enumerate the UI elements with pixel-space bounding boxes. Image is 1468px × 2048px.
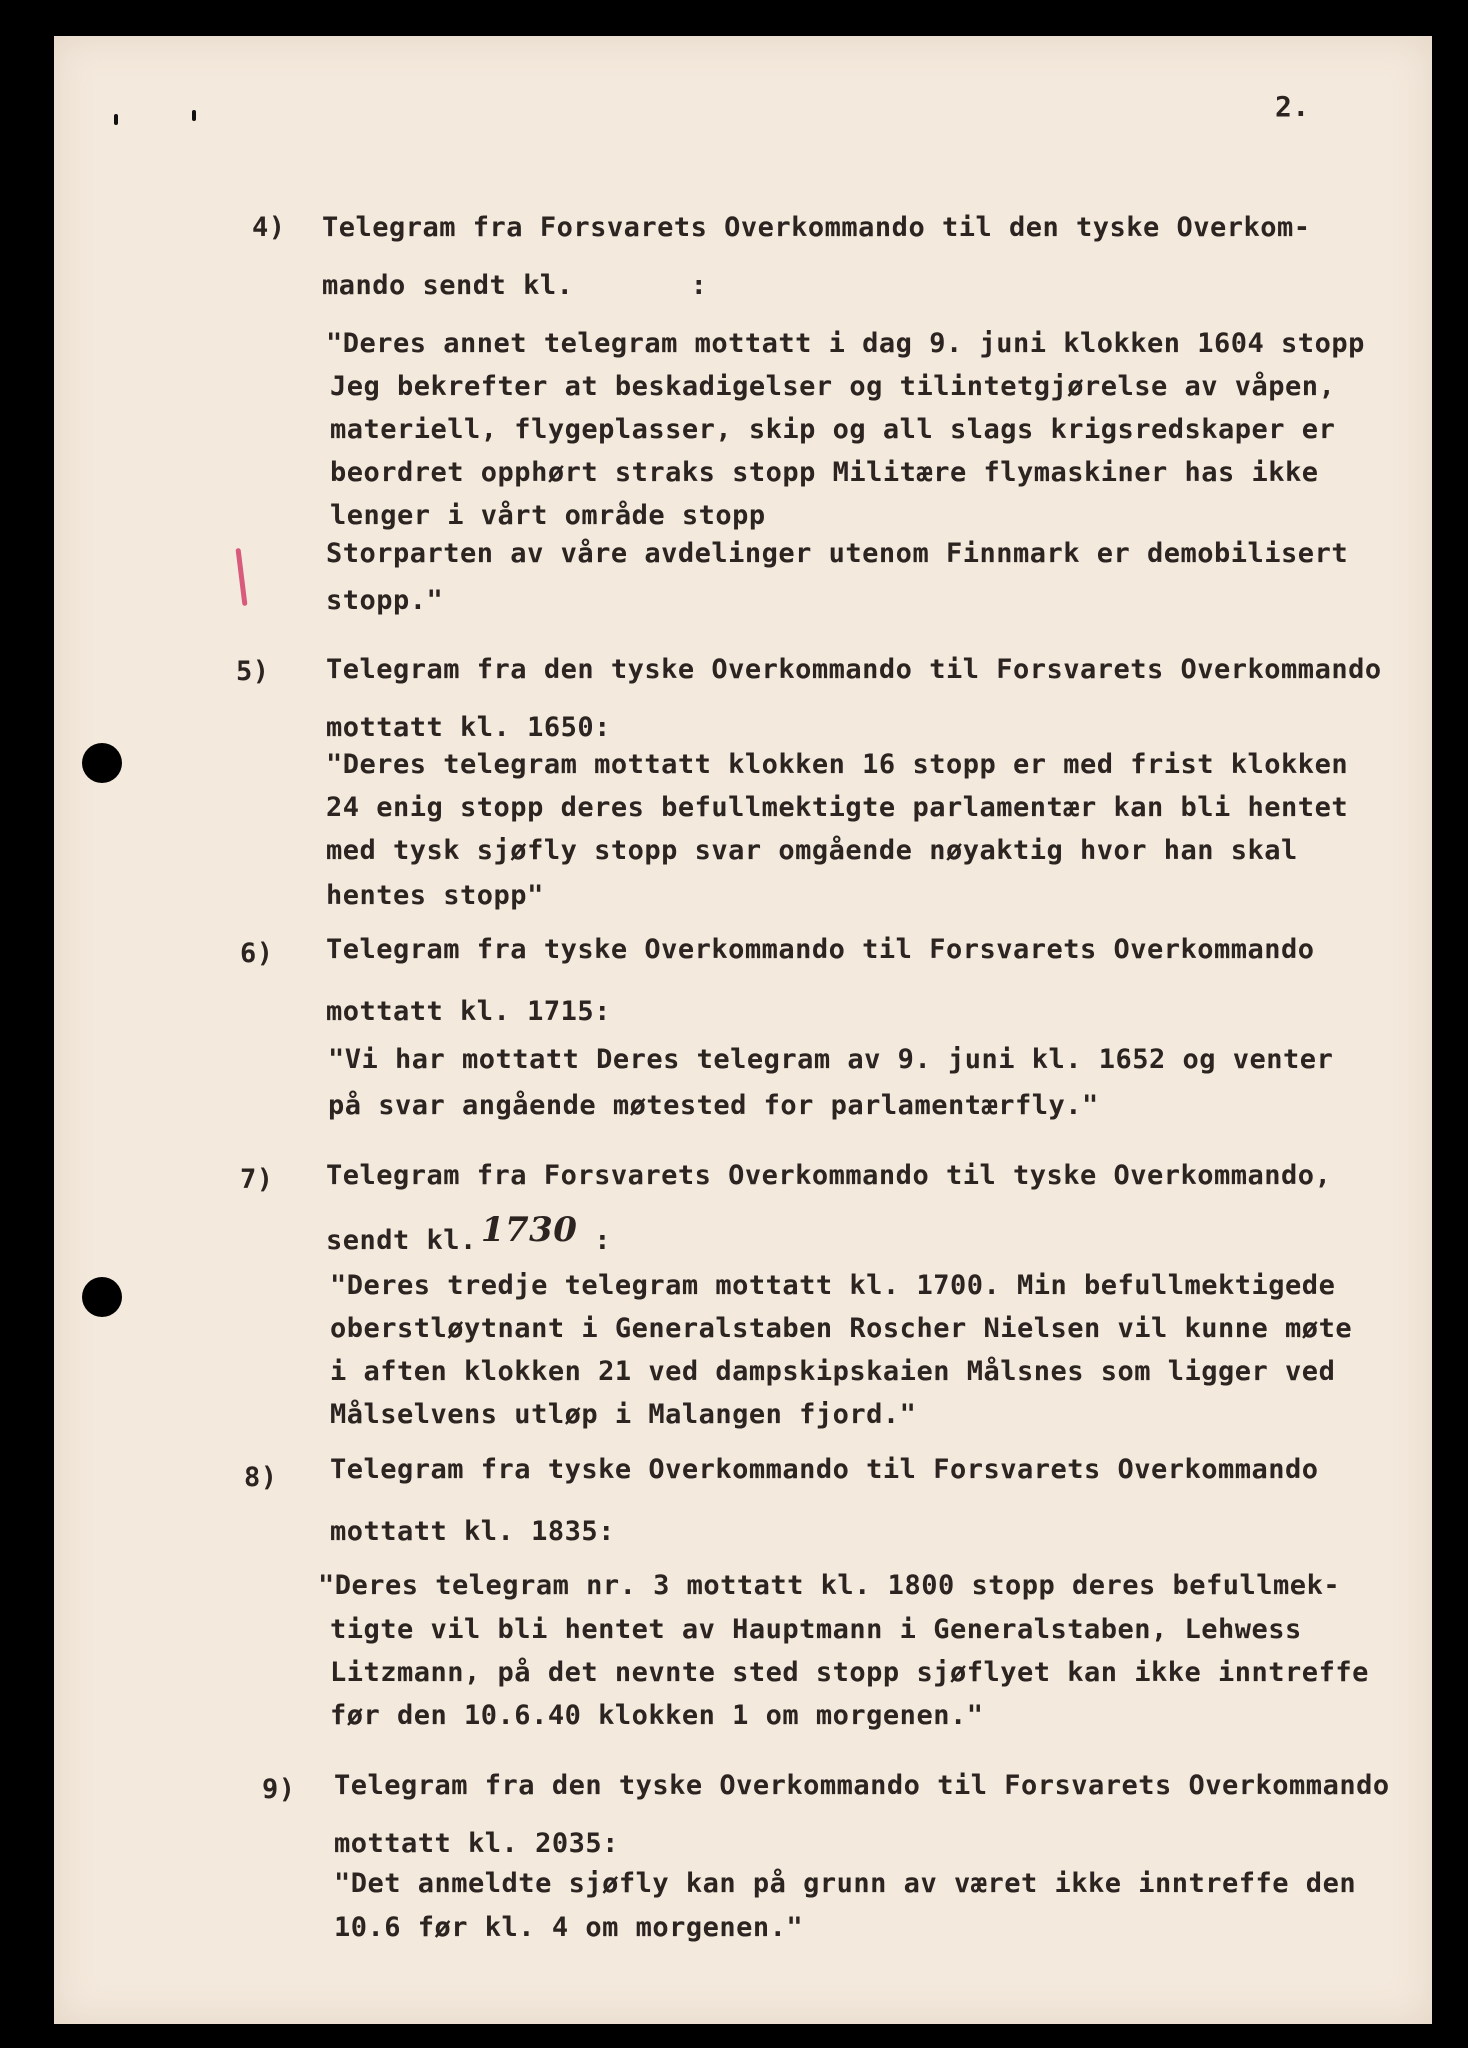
section-number: 4) [252, 212, 286, 243]
body-line: Litzmann, på det nevnte sted stopp sjøflyet kan ikke inntreffe [330, 1657, 1369, 1688]
section-heading: Telegram fra tyske Overkommando til Forsvarets Overkommando [330, 1454, 1319, 1485]
section-number: 5) [236, 656, 270, 687]
body-line: materiell, flygeplasser, skip og all slags krigsredskaper er [330, 414, 1336, 445]
section-number: 6) [240, 938, 274, 969]
body-line: på svar angående møtested for parlamentærfly." [328, 1090, 1099, 1121]
section-number: 8) [244, 1462, 278, 1493]
section-heading: Telegram fra den tyske Overkommando til Forsvarets Overkommando [326, 654, 1382, 685]
body-line: hentes stopp" [326, 880, 544, 911]
page-number: 2. [1275, 90, 1310, 123]
body-line: "Deres annet telegram mottatt i dag 9. juni klokken 1604 stopp [326, 328, 1365, 359]
body-line: Målselvens utløp i Malangen fjord." [330, 1399, 917, 1430]
body-line: oberstløytnant i Generalstaben Roscher Nielsen vil kunne møte [330, 1313, 1353, 1344]
body-line: i aften klokken 21 ved dampskipskaien Målsnes som ligger ved [330, 1356, 1336, 1387]
colon: : [577, 1225, 611, 1256]
body-line: stopp." [326, 585, 444, 616]
body-line: Storparten av våre avdelinger utenom Finnmark er demobilisert [326, 538, 1349, 569]
section-heading: Telegram fra den tyske Overkommando til Forsvarets Overkommando [334, 1770, 1390, 1801]
body-line: "Deres telegram mottatt klokken 16 stopp er med frist klokken [326, 749, 1349, 780]
scan-mark [192, 110, 196, 121]
body-line: med tysk sjøfly stopp svar omgående nøyaktig hvor han skal [326, 835, 1298, 866]
body-line: "Deres tredje telegram mottatt kl. 1700. Min befullmektigede [330, 1270, 1336, 1301]
sent-label: sendt kl. [326, 1225, 477, 1256]
body-line: lenger i vårt område stopp [330, 500, 766, 531]
body-line: beordret opphørt straks stopp Militære flymaskiner has ikke [330, 457, 1319, 488]
section-heading: mottatt kl. 1650: [326, 712, 611, 743]
body-line: Jeg bekrefter at beskadigelser og tilintetgjørelse av våpen, [330, 371, 1336, 402]
section-heading: Telegram fra tyske Overkommando til Forsvarets Overkommando [326, 934, 1315, 965]
punch-hole [82, 743, 122, 783]
body-line: tigte vil bli hentet av Hauptmann i Generalstaben, Lehwess [330, 1614, 1302, 1645]
section-number: 7) [240, 1164, 274, 1195]
section-heading: mando sendt kl. : [322, 270, 708, 301]
body-line: 24 enig stopp deres befullmektigte parlamentær kan bli hentet [326, 792, 1349, 823]
section-heading [326, 1210, 611, 1258]
section-heading: mottatt kl. 2035: [334, 1828, 619, 1859]
body-line: før den 10.6.40 klokken 1 om morgenen." [330, 1700, 984, 1731]
section-heading: mottatt kl. 1835: [330, 1516, 615, 1547]
body-line: 10.6 før kl. 4 om morgenen." [334, 1912, 804, 1943]
handwritten-time: 1730 [480, 1210, 578, 1250]
body-line: "Det anmeldte sjøfly kan på grunn av været ikke inntreffe den [334, 1868, 1357, 1899]
body-line: "Vi har mottatt Deres telegram av 9. juni kl. 1652 og venter [328, 1044, 1334, 1075]
section-number: 9) [262, 1774, 296, 1805]
section-heading: Telegram fra Forsvarets Overkommando til tyske Overkommando, [326, 1160, 1332, 1191]
section-heading: mottatt kl. 1715: [326, 996, 611, 1027]
section-heading: Telegram fra Forsvarets Overkommando til den tyske Overkom- [322, 212, 1311, 243]
scan-mark [114, 114, 118, 125]
body-line: "Deres telegram nr. 3 mottatt kl. 1800 stopp deres befullmek- [318, 1570, 1341, 1601]
punch-hole [82, 1277, 122, 1317]
